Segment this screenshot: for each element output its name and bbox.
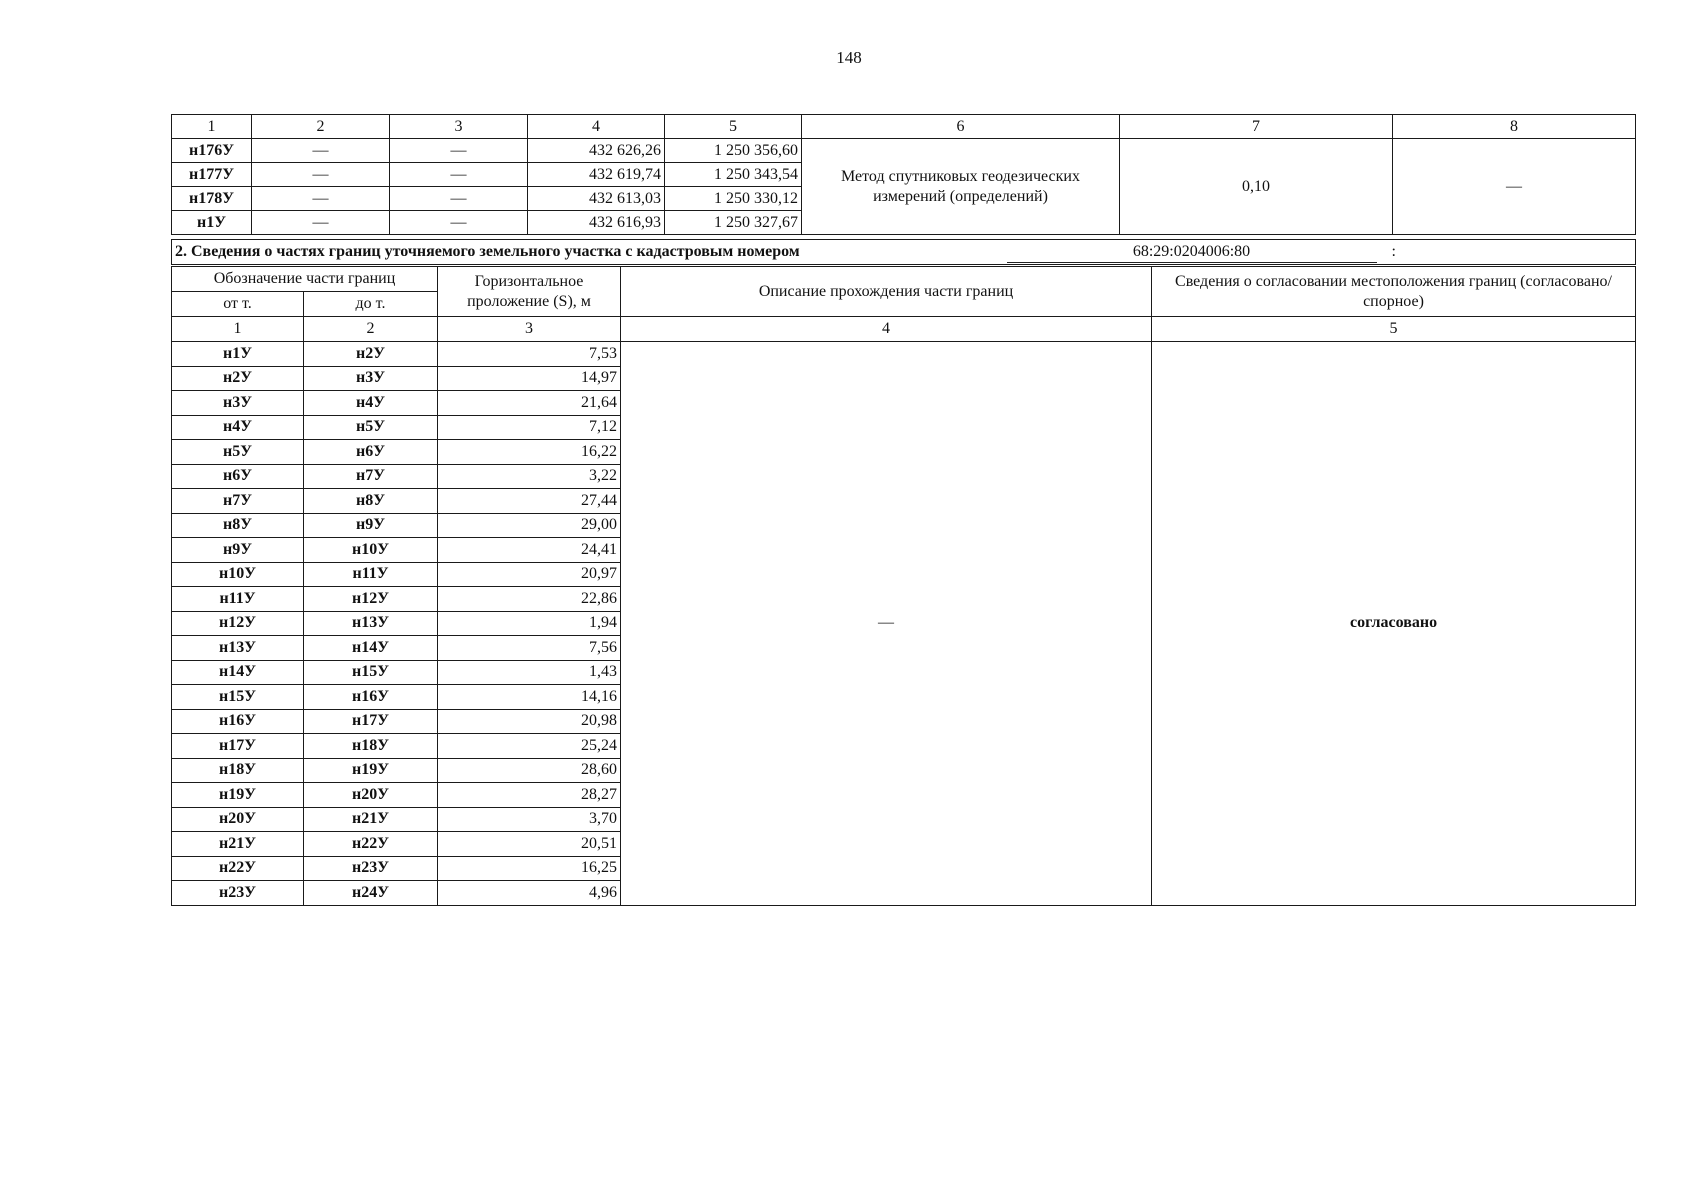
distance: 14,97 <box>438 366 621 391</box>
to-point: н3У <box>304 366 438 391</box>
distance: 16,22 <box>438 440 621 465</box>
coordinates-table <box>171 114 1636 235</box>
to-point: н10У <box>304 538 438 563</box>
to-point: н6У <box>304 440 438 465</box>
distance: 21,64 <box>438 391 621 416</box>
from-point: н1У <box>172 342 304 367</box>
column-number: 8 <box>1393 115 1636 139</box>
distance: 28,27 <box>438 783 621 808</box>
distance: 7,53 <box>438 342 621 367</box>
page-number: 148 <box>836 48 862 67</box>
from-point: н4У <box>172 415 304 440</box>
from-point: н2У <box>172 366 304 391</box>
cell: — <box>252 211 390 235</box>
method-cell: Метод спутниковых геодезических измерений (определений) <box>802 139 1120 235</box>
distance: 3,70 <box>438 807 621 832</box>
colon: : <box>1392 240 1636 265</box>
from-point: н18У <box>172 758 304 783</box>
distance: 16,25 <box>438 856 621 881</box>
distance: 4,96 <box>438 881 621 906</box>
from-point: н15У <box>172 685 304 710</box>
agreement-header: Сведения о согласовании местоположения границ (согласовано/спорное) <box>1152 267 1636 317</box>
table-row <box>172 342 1636 367</box>
coordinate-x: 432 613,03 <box>528 187 665 211</box>
to-point: н24У <box>304 881 438 906</box>
column-number-row <box>172 317 1636 342</box>
cell: — <box>252 163 390 187</box>
column-number: 3 <box>438 317 621 342</box>
from-point: н19У <box>172 783 304 808</box>
column-number-row <box>172 115 1636 139</box>
cell: — <box>390 163 528 187</box>
distance: 3,22 <box>438 464 621 489</box>
from-point: н7У <box>172 489 304 514</box>
from-point: н5У <box>172 440 304 465</box>
cell: — <box>390 211 528 235</box>
to-point: н15У <box>304 660 438 685</box>
cell: — <box>252 139 390 163</box>
to-point: н5У <box>304 415 438 440</box>
from-point: н21У <box>172 832 304 857</box>
column-number: 4 <box>621 317 1152 342</box>
from-point: н17У <box>172 734 304 759</box>
from-point: н9У <box>172 538 304 563</box>
to-point: н4У <box>304 391 438 416</box>
from-point: н16У <box>172 709 304 734</box>
distance: 20,51 <box>438 832 621 857</box>
column-number: 5 <box>1152 317 1636 342</box>
to-point: н18У <box>304 734 438 759</box>
point-label: н1У <box>172 211 252 235</box>
header-row <box>172 267 1636 292</box>
distance: 25,24 <box>438 734 621 759</box>
to-point: н8У <box>304 489 438 514</box>
cadastral-number-cell <box>992 240 1392 265</box>
coordinate-y: 1 250 343,54 <box>665 163 802 187</box>
cell: — <box>252 187 390 211</box>
to-point: н19У <box>304 758 438 783</box>
to-header: до т. <box>304 292 438 317</box>
coordinate-x: 432 616,93 <box>528 211 665 235</box>
section-title-table <box>171 239 1636 265</box>
to-point: н14У <box>304 636 438 661</box>
distance: 14,16 <box>438 685 621 710</box>
distance: 24,41 <box>438 538 621 563</box>
from-header: от т. <box>172 292 304 317</box>
to-point: н21У <box>304 807 438 832</box>
to-point: н12У <box>304 587 438 612</box>
from-point: н3У <box>172 391 304 416</box>
cell: — <box>390 139 528 163</box>
to-point: н17У <box>304 709 438 734</box>
from-point: н23У <box>172 881 304 906</box>
boundary-parts-table <box>171 266 1636 906</box>
to-point: н2У <box>304 342 438 367</box>
to-point: н11У <box>304 562 438 587</box>
description-cell: — <box>621 342 1152 906</box>
distance: 7,56 <box>438 636 621 661</box>
to-point: н20У <box>304 783 438 808</box>
from-point: н22У <box>172 856 304 881</box>
column-number: 5 <box>665 115 802 139</box>
cell: — <box>390 187 528 211</box>
col8-cell: — <box>1393 139 1636 235</box>
distance: 7,12 <box>438 415 621 440</box>
from-point: н13У <box>172 636 304 661</box>
to-point: н22У <box>304 832 438 857</box>
to-point: н9У <box>304 513 438 538</box>
coordinate-y: 1 250 330,12 <box>665 187 802 211</box>
to-point: н23У <box>304 856 438 881</box>
from-point: н11У <box>172 587 304 612</box>
column-number: 4 <box>528 115 665 139</box>
column-number: 1 <box>172 115 252 139</box>
column-number: 7 <box>1120 115 1393 139</box>
point-label: н178У <box>172 187 252 211</box>
agreement-cell: согласовано <box>1152 342 1636 906</box>
distance: 22,86 <box>438 587 621 612</box>
column-number: 2 <box>304 317 438 342</box>
distance: 28,60 <box>438 758 621 783</box>
column-number: 2 <box>252 115 390 139</box>
designation-header: Обозначение части границ <box>172 267 438 292</box>
to-point: н7У <box>304 464 438 489</box>
from-point: н10У <box>172 562 304 587</box>
to-point: н16У <box>304 685 438 710</box>
distance-header: Горизонтальное проложение (S), м <box>438 267 621 317</box>
from-point: н12У <box>172 611 304 636</box>
distance: 20,98 <box>438 709 621 734</box>
description-header: Описание прохождения части границ <box>621 267 1152 317</box>
from-point: н14У <box>172 660 304 685</box>
cadastral-number: 68:29:0204006:80 <box>1007 242 1377 263</box>
distance: 27,44 <box>438 489 621 514</box>
coordinate-y: 1 250 356,60 <box>665 139 802 163</box>
coordinate-y: 1 250 327,67 <box>665 211 802 235</box>
distance: 1,94 <box>438 611 621 636</box>
distance: 1,43 <box>438 660 621 685</box>
to-point: н13У <box>304 611 438 636</box>
accuracy-cell: 0,10 <box>1120 139 1393 235</box>
from-point: н8У <box>172 513 304 538</box>
point-label: н176У <box>172 139 252 163</box>
column-number: 3 <box>390 115 528 139</box>
from-point: н6У <box>172 464 304 489</box>
point-label: н177У <box>172 163 252 187</box>
distance: 29,00 <box>438 513 621 538</box>
coordinate-x: 432 619,74 <box>528 163 665 187</box>
column-number: 6 <box>802 115 1120 139</box>
column-number: 1 <box>172 317 304 342</box>
distance: 20,97 <box>438 562 621 587</box>
from-point: н20У <box>172 807 304 832</box>
coordinate-x: 432 626,26 <box>528 139 665 163</box>
section-title: 2. Сведения о частях границ уточняемого земельного участка с кадастровым номером <box>172 240 992 265</box>
table-row <box>172 139 1636 163</box>
